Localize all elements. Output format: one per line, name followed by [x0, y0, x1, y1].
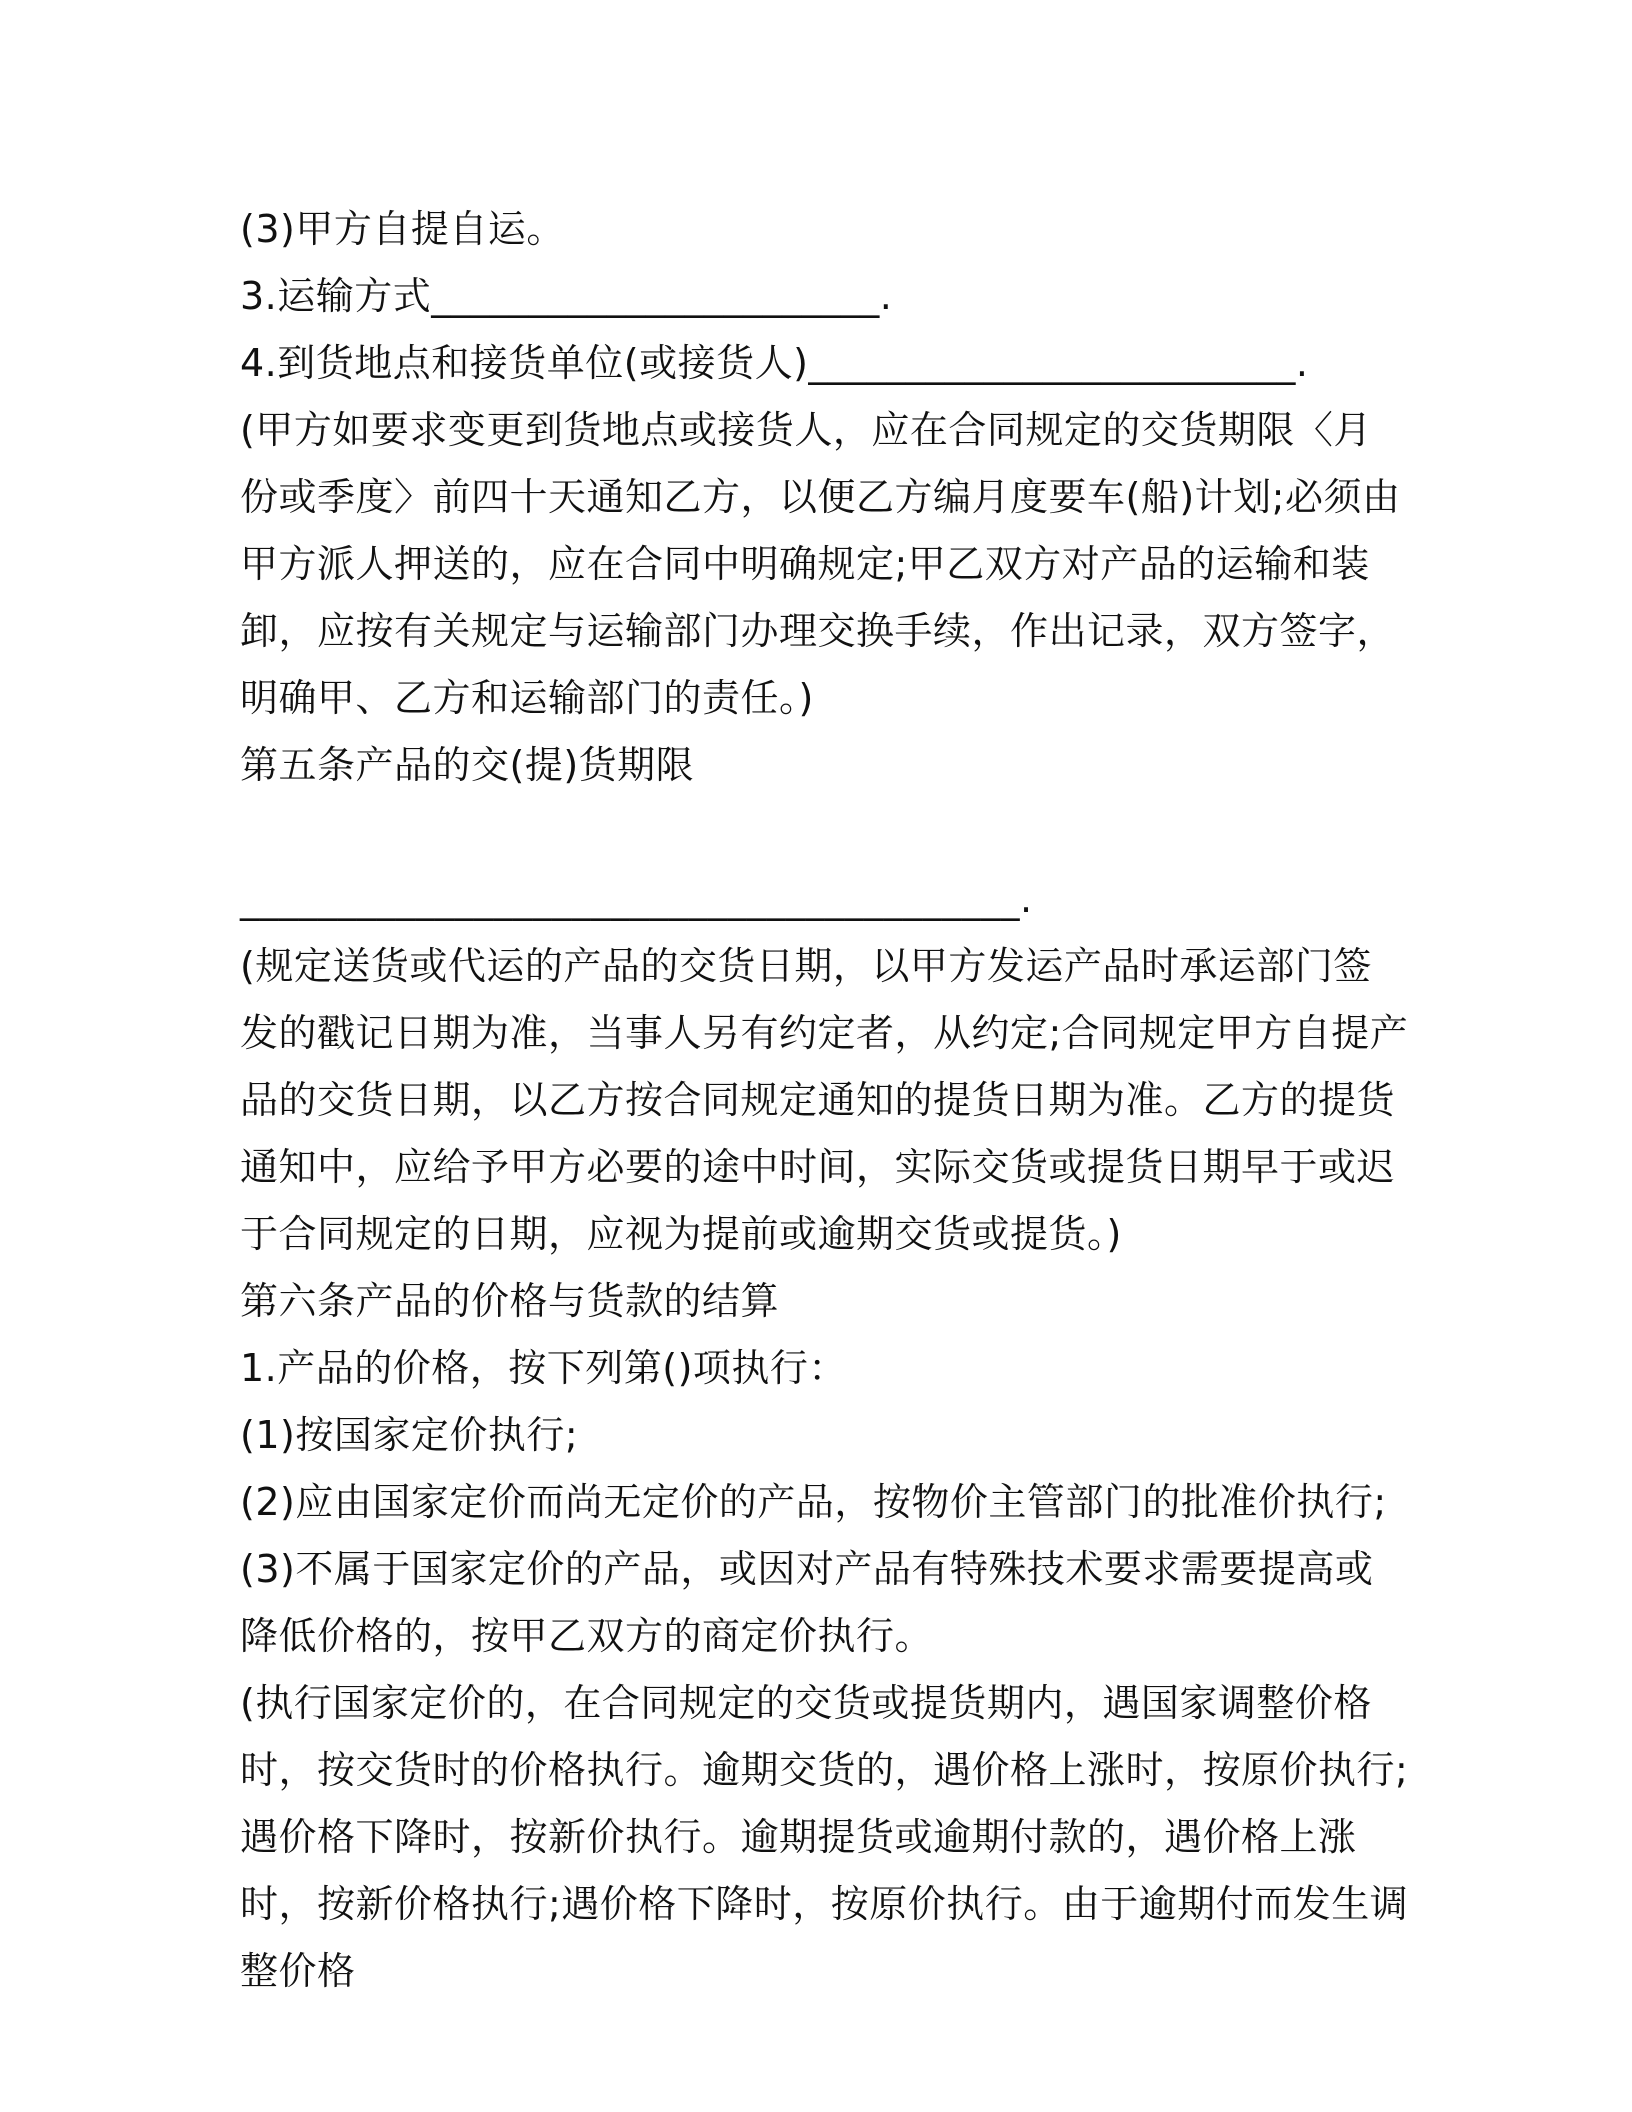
clause-self-pickup: (3)甲方自提自运。	[240, 207, 565, 251]
delivery-date-note: (规定送货或代运的产品的交货日期，以甲方发运产品时承运部门签发的戳记日期为准，当事人另有约定者，从约定;合同规定甲方自提产品的交货日期，以乙方按合同规定通知的提货日期为准。乙方的提货通知中，应给予甲方必要的途中时间，实际交货或提货日期早于或迟于合同规定的日期，应视为提前或逾期交货或提货。)	[240, 944, 1409, 1256]
delivery-change-note: (甲方如要求变更到货地点或接货人，应在合同规定的交货期限〈月份或季度〉前四十天通知乙方，以便乙方编月度要车(船)计划;必须由甲方派人押送的，应在合同中明确规定;甲乙双方对产品的运输和装卸，应按有关规定与运输部门办理交换手续，作出记录，双方签字，明确甲、乙方和运输部门的责任。)	[240, 408, 1401, 720]
price-option-3: (3)不属于国家定价的产品，或因对产品有特殊技术要求需要提高或降低价格的，按甲乙双方的商定价执行。	[240, 1547, 1374, 1658]
article-six-heading: 第六条产品的价格与货款的结算	[240, 1279, 780, 1323]
document-body	[240, 196, 1410, 2005]
price-clause-intro: 1.产品的价格，按下列第()项执行：	[240, 1346, 847, 1390]
article-five-heading: 第五条产品的交(提)货期限	[240, 743, 695, 787]
spacer	[240, 799, 1410, 866]
delivery-location-field: 4.到货地点和接货单位(或接货人)_________________________.	[240, 341, 1309, 385]
price-adjustment-note: (执行国家定价的，在合同规定的交货或提货期内，遇国家调整价格时，按交货时的价格执行。逾期交货的，遇价格上涨时，按原价执行;遇价格下降时，按新价执行。逾期提货或逾期付款的，遇价格上涨时，按新价格执行;遇价格下降时，按原价执行。由于逾期付而发生调整价格	[240, 1681, 1409, 1993]
transport-method-field: 3.运输方式_______________________.	[240, 274, 893, 318]
price-option-2: (2)应由国家定价而尚无定价的产品，按物价主管部门的批准价执行;	[240, 1480, 1387, 1524]
delivery-period-field: ________________________________________.	[240, 877, 1033, 921]
price-option-1: (1)按国家定价执行;	[240, 1413, 579, 1457]
